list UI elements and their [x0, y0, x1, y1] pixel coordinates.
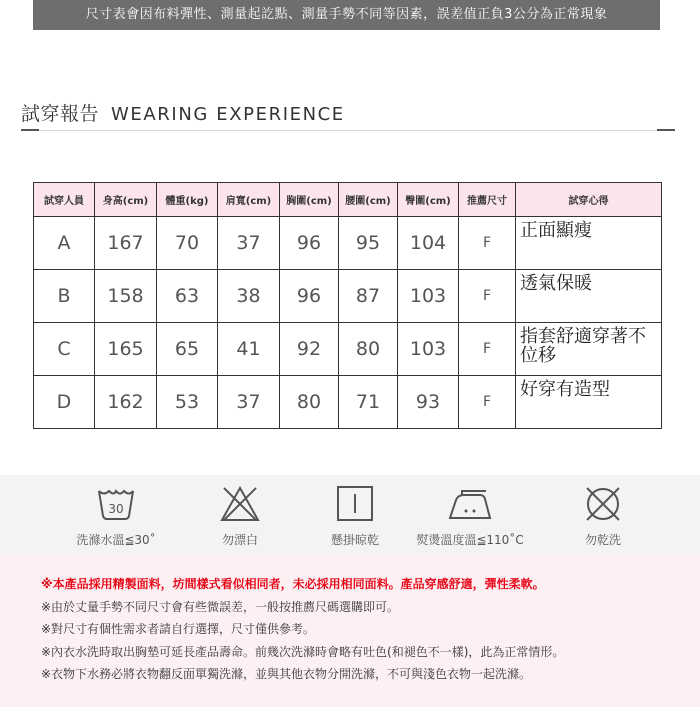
cell-bust: 80	[280, 376, 339, 429]
care-item-iron	[415, 485, 525, 548]
divider-cap-left	[21, 129, 39, 131]
cell-bust: 92	[280, 323, 339, 376]
section-title-zh: 試穿報告	[21, 103, 100, 125]
cell-size: F	[459, 217, 516, 270]
cell-size: F	[459, 323, 516, 376]
wearing-report-table	[33, 182, 662, 429]
cell-tester: C	[34, 323, 95, 376]
section-title	[21, 99, 345, 126]
cell-waist: 87	[339, 270, 398, 323]
care-item-no-bleach	[185, 485, 295, 548]
section-divider	[21, 130, 675, 131]
cell-waist: 71	[339, 376, 398, 429]
cell-weight: 63	[157, 270, 218, 323]
cell-tester: D	[34, 376, 95, 429]
cell-height: 167	[95, 217, 157, 270]
note-line: ※對尺寸有個性需求者請自行選擇，尺寸僅供參考。	[41, 622, 316, 636]
note-line: ※內衣水洗時取出胸墊可延長產品壽命。前幾次洗滌時會略有吐色(和褪色不一樣)，此為正常情形。	[41, 645, 565, 659]
cell-height: 162	[95, 376, 157, 429]
wash-temp-symbol: 30	[108, 502, 124, 516]
iron-icon	[446, 485, 494, 523]
cell-tester: B	[34, 270, 95, 323]
product-notes	[0, 555, 700, 707]
cell-hip: 93	[398, 376, 459, 429]
divider-cap-right	[657, 129, 675, 131]
cell-tester: A	[34, 217, 95, 270]
no-bleach-icon	[219, 485, 261, 523]
care-label-hang-dry: 懸掛晾乾	[330, 533, 379, 547]
size-notice-banner: 尺寸表會因布料彈性、測量起訖點、測量手勢不同等因素，誤差值正負3公分為正常現象	[33, 0, 660, 30]
header-hip: 臀圍(cm)	[398, 183, 459, 217]
care-instructions	[0, 475, 700, 555]
header-waist: 腰圍(cm)	[339, 183, 398, 217]
cell-height: 158	[95, 270, 157, 323]
wash-30-icon	[96, 485, 136, 523]
section-title-en: WEARING EXPERIENCE	[111, 104, 345, 125]
care-label-no-dry-clean: 勿乾洗	[584, 533, 621, 547]
header-weight: 體重(kg)	[157, 183, 218, 217]
cell-waist: 95	[339, 217, 398, 270]
table-row	[34, 270, 662, 323]
cell-hip: 104	[398, 217, 459, 270]
header-recommended-size: 推薦尺寸	[459, 183, 516, 217]
cell-bust: 96	[280, 270, 339, 323]
care-label-iron: 熨燙溫度溫≦110˚C	[416, 533, 524, 547]
cell-feedback: 透氣保暖	[516, 270, 662, 323]
care-item-wash	[61, 485, 171, 548]
hang-dry-icon	[335, 485, 375, 523]
cell-size: F	[459, 270, 516, 323]
header-shoulder: 肩寬(cm)	[218, 183, 280, 217]
header-feedback: 試穿心得	[516, 183, 662, 217]
cell-feedback: 好穿有造型	[516, 376, 662, 429]
header-tester: 試穿人員	[34, 183, 95, 217]
care-label-no-bleach: 勿漂白	[221, 533, 258, 547]
note-line: ※由於丈量手勢不同尺寸會有些微誤差，一般按推薦尺碼選購即可。	[41, 600, 400, 614]
cell-feedback: 指套舒適穿著不位移	[516, 323, 662, 376]
care-label-wash: 洗滌水溫≦30˚	[76, 533, 156, 547]
cell-waist: 80	[339, 323, 398, 376]
table-row	[34, 323, 662, 376]
cell-shoulder: 41	[218, 323, 280, 376]
header-bust: 胸圍(cm)	[280, 183, 339, 217]
cell-weight: 70	[157, 217, 218, 270]
cell-shoulder: 37	[218, 217, 280, 270]
care-item-hang-dry	[300, 485, 410, 548]
table-row	[34, 217, 662, 270]
cell-weight: 65	[157, 323, 218, 376]
cell-shoulder: 37	[218, 376, 280, 429]
care-item-no-dry-clean	[548, 485, 658, 548]
cell-bust: 96	[280, 217, 339, 270]
note-line: ※衣物下水務必將衣物翻反面單獨洗滌，並與其他衣物分開洗滌，不可與淺色衣物一起洗滌。	[41, 667, 532, 681]
cell-feedback: 正面顯瘦	[516, 217, 662, 270]
note-line-highlight: ※本產品採用精製面料，坊間樣式看似相同者，未必採用相同面料。產品穿感舒適，彈性柔軟。	[41, 577, 545, 591]
cell-hip: 103	[398, 323, 459, 376]
cell-hip: 103	[398, 270, 459, 323]
cell-height: 165	[95, 323, 157, 376]
table-row	[34, 376, 662, 429]
cell-size: F	[459, 376, 516, 429]
cell-weight: 53	[157, 376, 218, 429]
cell-shoulder: 38	[218, 270, 280, 323]
no-tumble-dry-icon	[582, 485, 624, 523]
table-header-row	[34, 183, 662, 217]
header-height: 身高(cm)	[95, 183, 157, 217]
